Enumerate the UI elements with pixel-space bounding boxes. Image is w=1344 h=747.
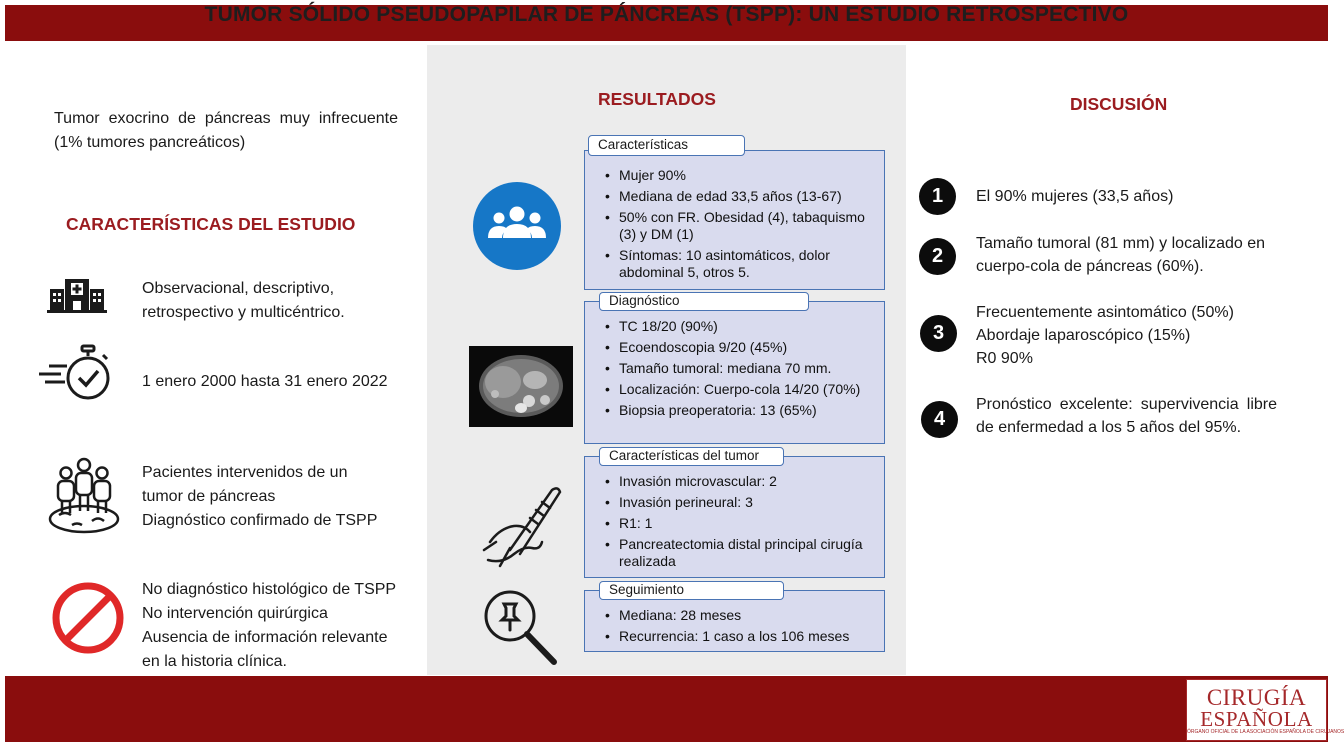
number-badge: 2 — [919, 238, 956, 275]
study-period-text: 1 enero 2000 hasta 31 enero 2022 — [142, 373, 388, 390]
inclusion-criteria — [142, 461, 422, 533]
logo-line-2: ESPAÑOLA — [1200, 707, 1313, 731]
exclusion-criteria — [142, 578, 427, 674]
list-item: • Síntomas: 10 asintomáticos, dolor abdominal 5, otros 5. — [603, 247, 878, 281]
list-item: • Mediana de edad 33,5 años (13-67) — [603, 188, 878, 205]
results-box-characteristics — [584, 150, 885, 290]
study-title: CARACTERÍSTICAS DEL ESTUDIO — [66, 214, 356, 234]
exclusion-line: No diagnóstico histológico de TSPP — [142, 581, 397, 598]
magnifier-pin-icon — [478, 586, 562, 668]
logo-subtitle: ÓRGANO OFICIAL DE LA ASOCIACIÓN ESPAÑOLA DE CIRUJANOS — [1187, 729, 1344, 735]
list-item: • 50% con FR. Obesidad (4), tabaquismo (3) y DM (1) — [603, 209, 878, 243]
discussion-point-1 — [976, 185, 1277, 208]
patients-group-icon — [44, 455, 124, 537]
discussion-title: DISCUSIÓN — [1070, 94, 1168, 114]
inclusion-line: Pacientes intervenidos de un — [142, 464, 348, 481]
discussion-line: Frecuentemente asintomático (50%) — [976, 304, 1234, 321]
people-group-icon — [472, 181, 562, 271]
number-badge: 1 — [919, 178, 956, 215]
list-item: • Recurrencia: 1 caso a los 106 meses — [603, 628, 878, 645]
list-item: • Mediana: 28 meses — [603, 607, 878, 624]
results-box-tumor — [584, 456, 885, 578]
page-title: TUMOR SÓLIDO PSEUDOPAPILAR DE PÁNCREAS (TSPP): UN ESTUDIO RETROSPECTIVO — [204, 3, 1129, 26]
discussion-line: El 90% mujeres (33,5 años) — [976, 188, 1174, 205]
discussion-point-2: Tamaño tumoral (81 mm) y localizado en cuerpo-cola de páncreas (60%). — [976, 235, 1266, 275]
study-design-text: Observacional, descriptivo, retrospectivo y multicéntrico. — [142, 280, 345, 321]
prohibited-icon — [50, 580, 126, 656]
results-title: RESULTADOS — [598, 89, 716, 109]
ct-scan-image — [469, 346, 573, 427]
section-label-tumor: Características del tumor — [599, 447, 784, 466]
list-item: • Invasión perineural: 3 — [603, 494, 878, 511]
stopwatch-check-icon — [37, 343, 115, 401]
list-item: • R1: 1 — [603, 515, 878, 532]
discussion-line: Abordaje laparoscópico (15%) — [976, 327, 1191, 344]
list-item: • Biopsia preoperatoria: 13 (65%) — [603, 402, 878, 419]
inclusion-line: tumor de páncreas — [142, 488, 276, 505]
list-item: • Ecoendoscopia 9/20 (45%) — [603, 339, 878, 356]
list-item: • Localización: Cuerpo-cola 14/20 (70%) — [603, 381, 878, 398]
discussion-point-4: Pronóstico excelente: supervivencia libre de enfermedad a los 5 años del 95%. — [976, 396, 1277, 436]
number-badge: 3 — [920, 315, 957, 352]
results-box-diagnosis — [584, 301, 885, 444]
exclusion-line: No intervención quirúrgica — [142, 605, 328, 622]
section-label-followup: Seguimiento — [599, 581, 784, 600]
number-badge: 4 — [921, 401, 958, 438]
scalpel-hand-icon — [480, 480, 566, 570]
section-label-characteristics: Características — [588, 135, 745, 156]
list-item: • TC 18/20 (90%) — [603, 318, 878, 335]
section-label-diagnosis: Diagnóstico — [599, 292, 809, 311]
list-item: • Mujer 90% — [603, 167, 878, 184]
hospital-icon — [47, 273, 107, 313]
header-bar — [5, 5, 1328, 41]
discussion-line: R0 90% — [976, 350, 1033, 367]
list-item: • Tamaño tumoral: mediana 70 mm. — [603, 360, 878, 377]
footer-bar — [5, 676, 1344, 742]
intro-text: Tumor exocrino de páncreas muy infrecuente (1% tumores pancreáticos) — [54, 110, 398, 151]
exclusion-line: Ausencia de información relevante — [142, 629, 388, 646]
logo-line-1: CIRUGÍA — [1206, 685, 1307, 710]
journal-logo — [1186, 679, 1344, 741]
exclusion-line: en la historia clínica. — [142, 653, 287, 670]
list-item: • Pancreatectomia distal principal cirugía realizada — [603, 536, 878, 570]
inclusion-line: Diagnóstico confirmado de TSPP — [142, 512, 378, 529]
list-item: • Invasión microvascular: 2 — [603, 473, 878, 490]
discussion-point-3 — [976, 301, 1277, 370]
